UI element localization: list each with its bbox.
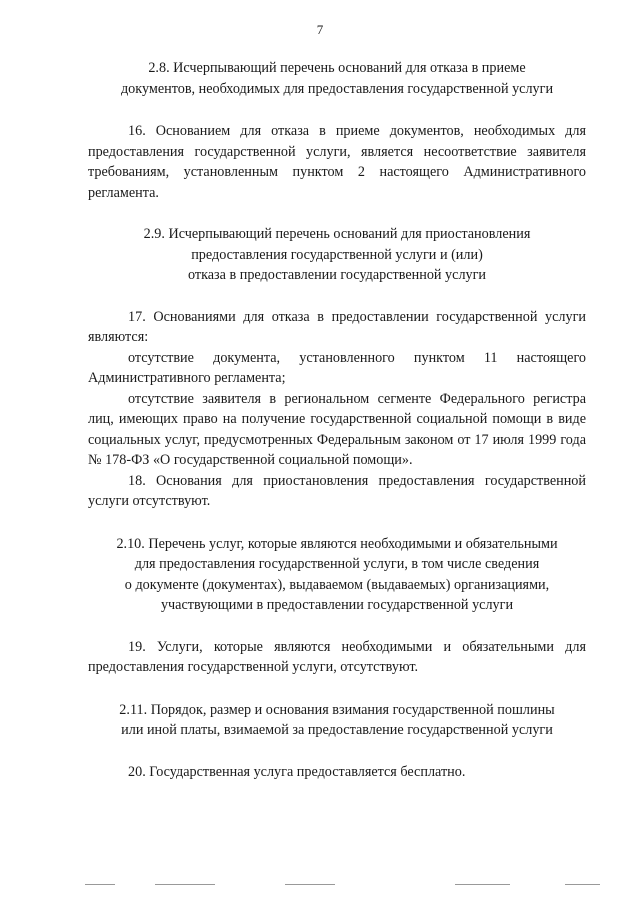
heading-line: 2.9. Исчерпывающий перечень оснований для приостановления [143,226,531,242]
heading-line: участвующими в предоставлении государственной услуги [160,597,514,613]
paragraph-17-item-2: отсутствие заявителя в региональном сегменте Федерального регистра лиц, имеющих право на получение государственной социальной помощи в виде социальных услуг, предусмотренных Федеральным законом от 17 июля 1999 года № 178-ФЗ «О государственной социальной помощи». [88,390,586,468]
heading-line: для предоставления государственной услуги, в том числе сведения [134,556,540,572]
section-2-8 [88,58,586,203]
section-2-10 [88,534,586,678]
scan-artifact-marks [85,884,605,888]
document-body [88,58,586,782]
paragraph-18: 18. Основания для приостановления предоставления государственной услуги отсутствуют. [88,472,586,509]
section-heading [88,58,586,99]
page-number: 7 [316,22,324,37]
section-heading [88,224,586,286]
heading-line: документов, необходимых для предоставления государственной услуги [120,80,554,97]
heading-line: 2.11. Порядок, размер и основания взимания государственной пошлины [119,701,555,718]
section-2-9 [88,224,586,512]
heading-line: о документе (документах), выдаваемом (выдаваемых) организациями, [124,576,550,593]
heading-line: 2.10. Перечень услуг, которые являются необходимыми и обязательными [116,535,558,552]
paragraph-19: 19. Услуги, которые являются необходимыми и обязательными для предоставления государственной услуги, отсутствуют. [88,638,586,675]
paragraph-16: 16. Основанием для отказа в приеме документов, необходимых для предоставления государственной услуги, является несоответствие заявителя требованиям, установленным пунктом 2 настоящего Административного регламента. [88,123,586,201]
section-heading [88,700,586,741]
heading-line: предоставления государственной услуги и (или) [191,246,483,263]
section-2-11 [88,700,586,783]
section-heading [88,534,586,616]
paragraph-17: 17. Основаниями для отказа в предоставлении государственной услуги являются: [88,308,586,345]
paragraph-17-item-1: отсутствие документа, установленного пунктом 11 настоящего Административного регламента; [88,349,586,386]
paragraph-20: 20. Государственная услуга предоставляется бесплатно. [128,763,466,780]
heading-line: отказа в предоставлении государственной услуги [187,267,487,283]
heading-line: или иной платы, взимаемой за предоставление государственной услуги [121,722,553,738]
heading-line: 2.8. Исчерпывающий перечень оснований для отказа в приеме [148,60,526,76]
